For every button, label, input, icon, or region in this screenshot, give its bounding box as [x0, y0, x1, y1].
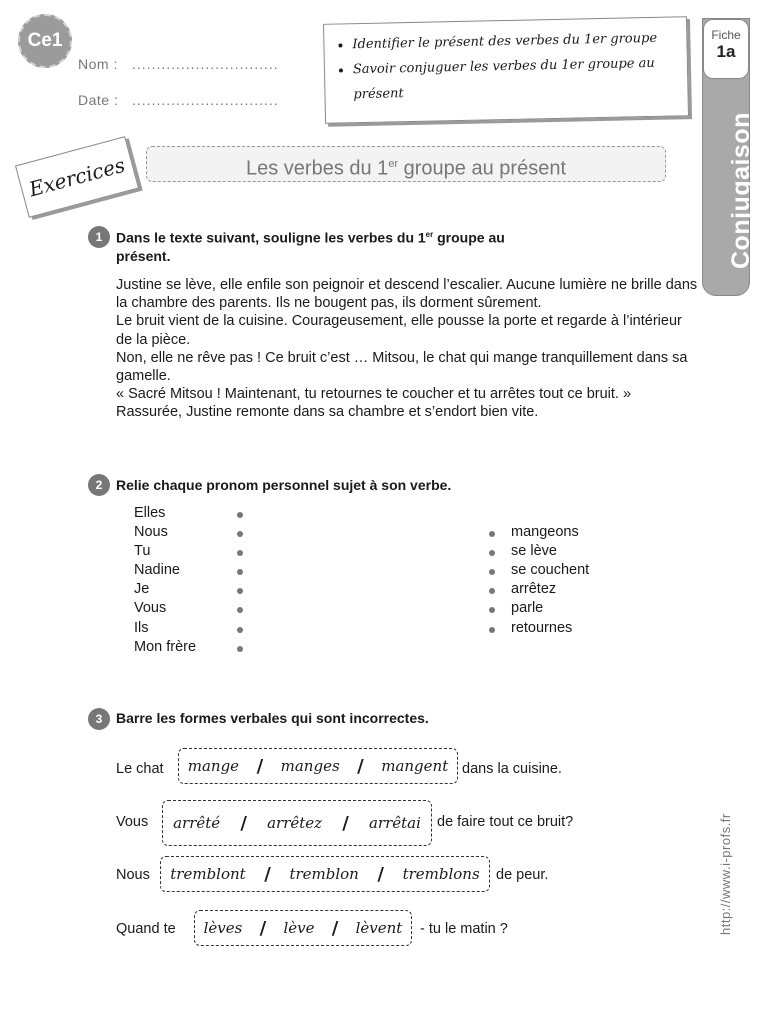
- slash-separator: /: [331, 917, 339, 939]
- subject-dot[interactable]: [237, 607, 243, 613]
- verb-option[interactable]: arrêtez: [267, 814, 323, 832]
- slash-separator: /: [377, 863, 384, 885]
- verb-item: parle: [511, 600, 544, 616]
- instruction-1-start: Dans le texte suivant, souligne les verbes du 1: [116, 229, 426, 246]
- exercise-1-badge: 1: [88, 226, 110, 248]
- verb-option[interactable]: lèvent: [355, 919, 403, 937]
- verb-option[interactable]: manges: [280, 757, 340, 775]
- objectives-card: [323, 16, 689, 124]
- subject-dot[interactable]: [237, 627, 243, 633]
- subject-item: Nadine: [134, 562, 180, 578]
- verb-option[interactable]: mangent: [381, 757, 449, 775]
- choice-box-3: [160, 856, 490, 892]
- subject-item: Ils: [134, 620, 149, 636]
- verb-option[interactable]: tremblont: [170, 865, 246, 883]
- fiche-box: [703, 19, 749, 79]
- subject-item: Nous: [134, 524, 168, 540]
- sentence-4-end: - tu le matin ?: [420, 921, 508, 937]
- sentence-1-end: dans la cuisine.: [462, 761, 562, 777]
- verb-dot[interactable]: [489, 588, 495, 594]
- slash-separator: /: [357, 755, 364, 777]
- passage-paragraph: Non, elle ne rêve pas ! Ce bruit c’est … Mitsou, le chat qui mange tranquillement dans sa gamelle.: [116, 349, 688, 385]
- exercise-3-instruction: Barre les formes verbales qui sont incorrectes.: [116, 710, 429, 726]
- sentence-4-start: Quand te: [116, 921, 176, 937]
- level-badge: Ce1: [18, 14, 72, 68]
- choice-box-2: [162, 800, 432, 846]
- choice-box-1: [178, 748, 458, 784]
- verb-item: se couchent: [511, 562, 590, 578]
- date-field[interactable]: ..............................: [132, 92, 279, 108]
- fiche-label: Fiche: [711, 28, 741, 42]
- sentence-2-start: Vous: [116, 814, 149, 830]
- sentence-1-start: Le chat: [116, 761, 164, 777]
- subject-item: Je: [134, 581, 150, 597]
- instruction-1-sup: er: [425, 230, 434, 239]
- subject-dot[interactable]: [237, 646, 243, 652]
- verb-item: se lève: [511, 543, 557, 559]
- passage: [116, 276, 700, 422]
- subject-label: Conjugaison: [727, 112, 755, 269]
- verb-dot[interactable]: [489, 550, 495, 556]
- exercise-2-instruction: Relie chaque pronom personnel sujet à son verbe.: [116, 477, 452, 493]
- page-title: [146, 146, 666, 182]
- subject-dot[interactable]: [237, 531, 243, 537]
- verb-dot[interactable]: [489, 607, 495, 613]
- verb-item: arrêtez: [511, 581, 557, 597]
- verb-item: retournes: [511, 620, 573, 636]
- passage-paragraph: Le bruit vient de la cuisine. Courageusement, elle pousse la porte et regarde à l’intérieur de la pièce.: [116, 313, 682, 348]
- subject-tab: [702, 18, 755, 296]
- name-field[interactable]: ..............................: [132, 56, 279, 72]
- site-url: http://www.i-profs.fr: [718, 813, 733, 935]
- objective-2: • Savoir conjuguer les verbes du 1er groupe au présent: [353, 50, 676, 107]
- title-sup: er: [388, 158, 399, 170]
- objective-1: • Identifier le présent des verbes du 1er groupe: [352, 25, 674, 57]
- slash-separator: /: [240, 812, 247, 834]
- title-start: Les verbes du 1: [245, 157, 389, 180]
- verb-option[interactable]: arrêtai: [368, 814, 421, 832]
- verb-option[interactable]: arrêté: [173, 814, 221, 832]
- verb-option[interactable]: lèves: [203, 919, 243, 937]
- choice-box-4: [194, 910, 412, 946]
- verb-dot[interactable]: [489, 531, 495, 537]
- exercise-2-badge: 2: [88, 474, 110, 496]
- date-label: Date :: [78, 92, 119, 108]
- subject-item: Vous: [134, 600, 167, 616]
- verb-option[interactable]: tremblon: [289, 865, 359, 883]
- exercises-stamp: Exercices: [15, 136, 139, 218]
- verb-item: mangeons: [511, 524, 579, 540]
- title-end: groupe au présent: [398, 157, 566, 180]
- passage-paragraph: Rassurée, Justine remonte dans sa chambre et s’endort bien vite.: [116, 404, 539, 421]
- subject-item: Mon frère: [134, 639, 197, 655]
- subject-dot[interactable]: [237, 569, 243, 575]
- verb-option[interactable]: tremblons: [402, 865, 480, 883]
- exercise-3-badge: 3: [88, 708, 110, 730]
- verb-dot[interactable]: [489, 627, 495, 633]
- sentence-2-end: de faire tout ce bruit?: [437, 814, 574, 830]
- slash-separator: /: [342, 812, 349, 834]
- subject-item: Elles: [134, 505, 166, 521]
- slash-separator: /: [264, 863, 271, 885]
- instruction-1-end: groupe au présent.: [116, 229, 505, 264]
- fiche-number: 1a: [716, 42, 736, 61]
- subject-dot[interactable]: [237, 512, 243, 518]
- passage-paragraph: « Sacré Mitsou ! Maintenant, tu retournes te coucher et tu arrêtes tout ce bruit. »: [116, 386, 632, 403]
- subject-dot[interactable]: [237, 588, 243, 594]
- verb-option[interactable]: lève: [283, 919, 315, 937]
- exercise-1-instruction: [116, 226, 556, 265]
- slash-separator: /: [256, 755, 264, 777]
- passage-paragraph: Justine se lève, elle enfile son peignoir et descend l’escalier. Aucune lumière ne brille dans la chambre des parents. Ils ne bougent pas, ils dorment sûrement.: [116, 277, 698, 312]
- slash-separator: /: [259, 917, 267, 939]
- subject-dot[interactable]: [237, 550, 243, 556]
- verb-option[interactable]: mange: [187, 757, 240, 775]
- sentence-3-end: de peur.: [496, 867, 549, 883]
- verb-dot[interactable]: [489, 569, 495, 575]
- name-label: Nom :: [78, 56, 118, 72]
- sentence-3-start: Nous: [116, 867, 150, 883]
- subject-item: Tu: [134, 543, 151, 559]
